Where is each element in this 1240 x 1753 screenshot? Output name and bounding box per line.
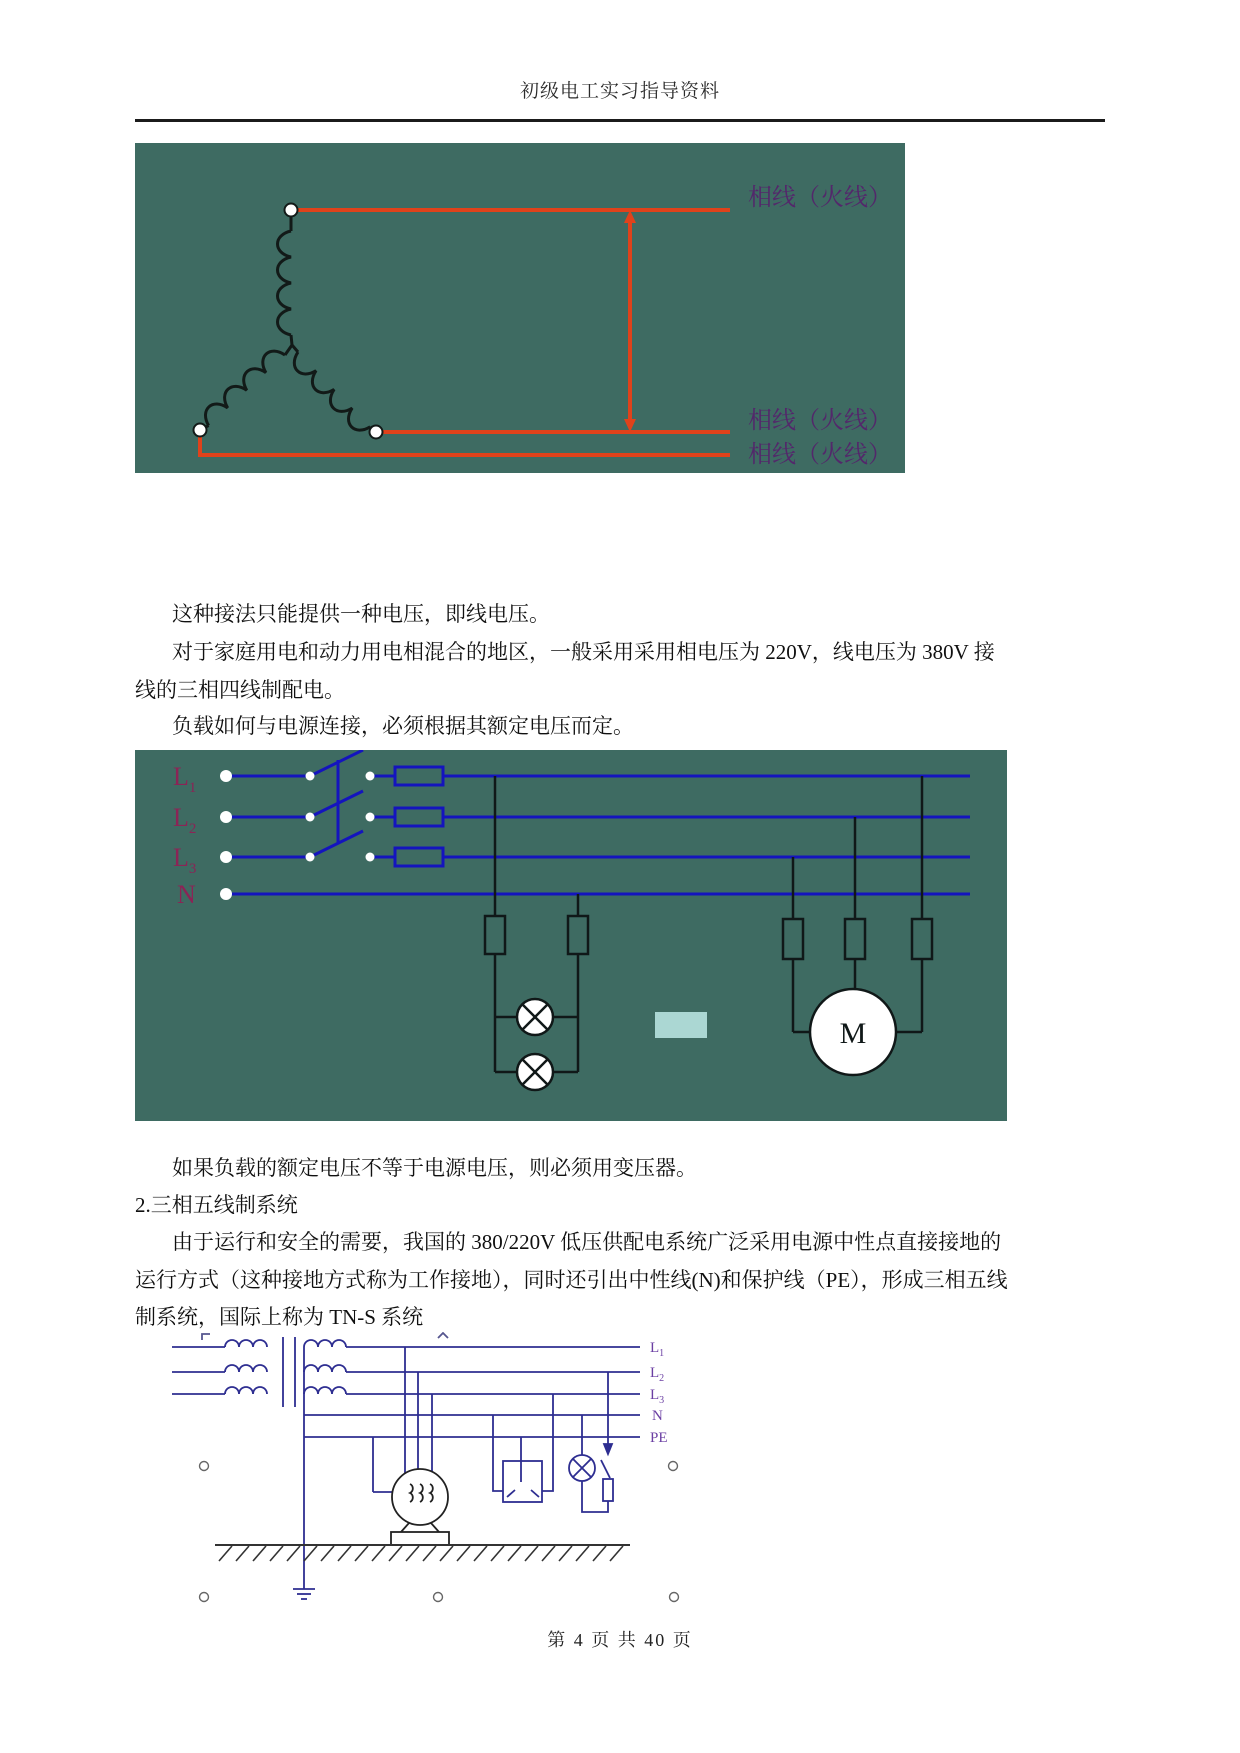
svg-text:L1: $L_1$: [173, 762, 197, 796]
primary-coil-1: [225, 1340, 267, 1347]
primary-coil-3: [225, 1387, 267, 1394]
fuse-L2: [395, 808, 443, 826]
paragraph-9: 制系统，国际上称为 TN-S 系统: [135, 1305, 424, 1329]
motor-label: M: [839, 1017, 867, 1050]
lamp-switch-blade: [601, 1460, 610, 1478]
page-footer: 第 4 页 共 40 页: [547, 1630, 693, 1650]
appliance-symbol: [507, 1490, 539, 1497]
primary-coil-2: [225, 1365, 267, 1372]
bus-terminals: [220, 770, 375, 900]
bus-labels: [173, 762, 196, 909]
motor-pedestal: [391, 1532, 449, 1545]
secondary-coil-3: [304, 1387, 346, 1394]
lamp-return: [582, 1481, 608, 1512]
motor-fuse-2: [845, 919, 865, 959]
fuse-L1: [395, 767, 443, 785]
phase-wire-labels: [748, 184, 892, 468]
bus-wires: [226, 750, 970, 894]
motor-fuse-3: [912, 919, 932, 959]
tns-bus-labels: [650, 1340, 668, 1446]
paragraph-4: 负载如何与电源连接，必须根据其额定电压而定。: [172, 714, 634, 738]
lamp-branch: [485, 776, 588, 1090]
page-header-title: 初级电工实习指导资料: [519, 81, 720, 102]
lamp-fuse-right: [568, 916, 588, 954]
svg-text:N: N: [177, 880, 196, 909]
svg-text:L2: $L_2$: [173, 803, 197, 837]
switch-arrow: [604, 1444, 612, 1454]
diagram-star-winding: [135, 143, 905, 473]
tns-circuit: [172, 1333, 640, 1599]
svg-text:L1: $L_1$: [650, 1340, 665, 1359]
diagram-tns-system: [160, 1332, 700, 1612]
header-rule: [135, 119, 1105, 122]
phase-wires: [200, 210, 730, 455]
tns-motor-circle: [392, 1469, 448, 1525]
l3-to-appliance: [542, 1394, 553, 1491]
paragraph-7: 由于运行和安全的需要，我国的 380/220V 低压供配电系统广泛采用电源中性点直接接地的: [172, 1230, 1002, 1254]
svg-text:PE: PE: [650, 1430, 668, 1446]
paragraph-8: 运行方式（这种接地方式称为工作接地），同时还引出中性线(N)和保护线（PE），形成三相五线: [135, 1268, 1008, 1292]
phase-label-2: 相线（火线）: [748, 408, 892, 434]
paragraph-6: 2.三相五线制系统: [135, 1193, 298, 1217]
coil-top: [278, 231, 292, 335]
diagram-four-wire-distribution: [135, 750, 1007, 1121]
paragraph-5: 如果负载的额定电压不等于电源电压，则必须用变压器。: [172, 1156, 697, 1180]
tns-motor: [391, 1469, 449, 1545]
paragraph-1: 这种接法只能提供一种电压，即线电压。: [172, 602, 550, 626]
n-to-appliance: [493, 1415, 503, 1491]
star-winding-svg: [135, 143, 905, 473]
phase-label-3: 相线（火线）: [748, 442, 892, 468]
ground-hatching: [215, 1545, 630, 1561]
svg-text:L2: $L_2$: [650, 1365, 665, 1384]
secondary-coil-2: [304, 1365, 346, 1372]
svg-text:L3: $L_3$: [173, 843, 197, 877]
highlight-box: [655, 1012, 707, 1038]
svg-text:N: N: [652, 1408, 663, 1424]
phase-wire-3: [200, 436, 730, 455]
winding-terminals: [194, 204, 383, 439]
lamp-fuse-left: [485, 916, 505, 954]
lamp-fuse: [603, 1479, 613, 1501]
paragraph-3: 线的三相四线制配电。: [135, 678, 345, 702]
secondary-coil-1: [304, 1340, 346, 1347]
phase-label-1: 相线（火线）: [748, 185, 892, 211]
distribution-svg: [135, 750, 1007, 1121]
corner-ticks: [202, 1333, 448, 1340]
motor-fuse-1: [783, 919, 803, 959]
svg-text:L3: $L_3$: [650, 1387, 665, 1406]
fuse-L3: [395, 848, 443, 866]
paragraph-2: 对于家庭用电和动力用电相混合的地区，一般采用采用相电压为 220V，线电压为 380V 接: [172, 640, 995, 664]
coil-right: [288, 352, 370, 436]
tns-svg: [160, 1332, 700, 1612]
coil-left: [199, 345, 285, 425]
winding-coils: [199, 216, 376, 436]
